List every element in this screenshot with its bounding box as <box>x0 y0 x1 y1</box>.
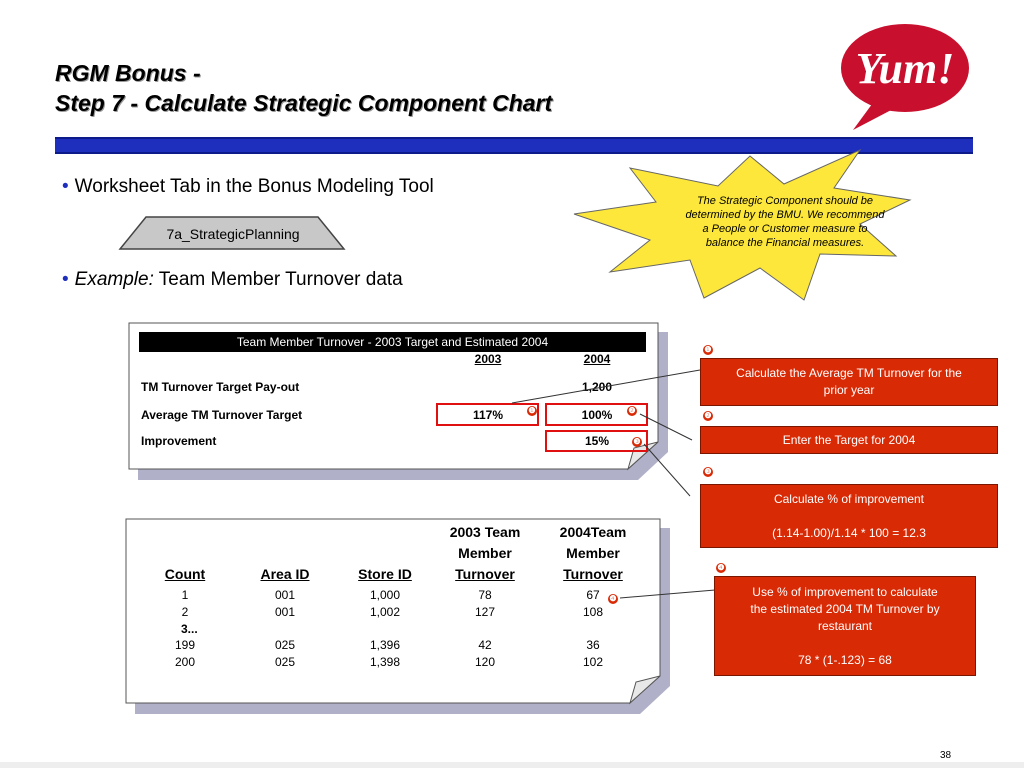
card2-row1-col5: 67 <box>586 588 600 602</box>
marker-1: ❶ <box>704 345 712 354</box>
callout-4 <box>714 576 976 676</box>
worksheet-tab-label: 7a_StrategicPlanning <box>166 226 300 242</box>
card2-row1-col3: 1,000 <box>369 588 401 602</box>
card2-row5-col3: 1,398 <box>369 655 401 669</box>
card2-row2-col4: 127 <box>474 605 496 619</box>
card1-row1-label: TM Turnover Target Pay-out <box>141 380 300 394</box>
bullet2-italic: Example: <box>74 269 154 290</box>
card2-row3-col1: 3... <box>181 622 198 636</box>
marker-4: ❹ <box>717 563 725 572</box>
callout-1-line2: prior year <box>823 383 875 397</box>
card2-header-area: Area ID <box>260 566 310 582</box>
logo-text: Yum! <box>855 44 955 93</box>
callout-3-line1: Calculate % of improvement <box>773 492 925 506</box>
callout-4-line3: restaurant <box>817 619 873 633</box>
card1-col-2003: 2003 <box>474 352 502 366</box>
bullet2-text: Team Member Turnover data <box>158 269 403 290</box>
page-number: 38 <box>940 750 952 761</box>
bottom-bar <box>0 762 1024 768</box>
card1-row2-2004: 100% <box>581 408 613 422</box>
card2-row2-col1: 2 <box>181 605 189 619</box>
marker-3: ❸ <box>704 467 712 476</box>
card1-row2-2003: 117% <box>472 408 504 422</box>
bullet-icon: • <box>62 176 69 197</box>
card2-h4-line3: Turnover <box>455 566 515 582</box>
card2-row4-col1: 199 <box>174 638 196 652</box>
card2-row4-col4: 42 <box>478 638 492 652</box>
starburst-line2: determined by the BMU. We recommend <box>685 209 885 221</box>
callout-2 <box>700 426 998 454</box>
card2-row5-col5: 102 <box>582 655 604 669</box>
card2-row4-col3: 1,396 <box>369 638 401 652</box>
card2-h5-line2: Member <box>566 545 620 561</box>
callout-4-line4: 78 * (1-.123) = 68 <box>798 653 892 667</box>
title-line2: Step 7 - Calculate Strategic Component Chart <box>55 90 553 116</box>
callout-3-line2: (1.14-1.00)/1.14 * 100 = 12.3 <box>772 526 926 540</box>
card2-row5-col4: 120 <box>474 655 496 669</box>
card2-h4-line2: Member <box>458 545 512 561</box>
card2-h5-line1: 2004Team <box>559 524 627 540</box>
card1-row3-label: Improvement <box>141 434 217 448</box>
callout-4-line1: Use % of improvement to calculate <box>752 585 938 599</box>
bullet1-text: Worksheet Tab in the Bonus Modeling Tool <box>74 176 434 197</box>
card2-row4-col2: 025 <box>274 638 296 652</box>
callout-1-line1: Calculate the Average TM Turnover for the <box>736 366 962 380</box>
card2-row1-col4: 78 <box>478 588 492 602</box>
card2-row1-col1: 1 <box>181 588 189 602</box>
card2-h4-line1: 2003 Team <box>449 524 521 540</box>
starburst-line1: The Strategic Component should be <box>696 195 874 207</box>
card2-header-store: Store ID <box>358 566 412 582</box>
card2-row5-col1: 200 <box>174 655 196 669</box>
starburst-line3: a People or Customer measure to <box>702 223 868 235</box>
callout-3 <box>700 484 998 548</box>
card1-row3-2004: 15% <box>584 434 610 448</box>
marker-2-inline: ❷ <box>628 406 636 415</box>
marker-1-inline: ❶ <box>528 406 536 415</box>
marker-2: ❷ <box>704 411 712 420</box>
card1-header: Team Member Turnover - 2003 Target and Estimated 2004 <box>139 332 646 352</box>
card2-row4-col5: 36 <box>586 638 600 652</box>
card2-row2-col3: 1,002 <box>369 605 401 619</box>
callout-1 <box>700 358 998 406</box>
starburst-line4: balance the Financial measures. <box>705 237 865 249</box>
card2-header-count: Count <box>164 566 206 582</box>
title-line1: RGM Bonus - <box>55 60 201 86</box>
card1-row1-2004: 1,200 <box>581 380 613 394</box>
callout-4-line2: the estimated 2004 TM Turnover by <box>750 602 940 616</box>
marker-3-inline: ❸ <box>633 437 641 446</box>
card2-row2-col5: 108 <box>582 605 604 619</box>
card2-row5-col2: 025 <box>274 655 296 669</box>
callout-2-line1: Enter the Target for 2004 <box>782 433 916 447</box>
bullet-icon: • <box>62 269 69 290</box>
card1-row2-label: Average TM Turnover Target <box>141 408 303 422</box>
card2-row1-col2: 001 <box>274 588 296 602</box>
card2-h5-line3: Turnover <box>563 566 623 582</box>
card1-col-2004: 2004 <box>583 352 611 366</box>
marker-4-inline: ❹ <box>609 594 617 603</box>
card2-row2-col2: 001 <box>274 605 296 619</box>
